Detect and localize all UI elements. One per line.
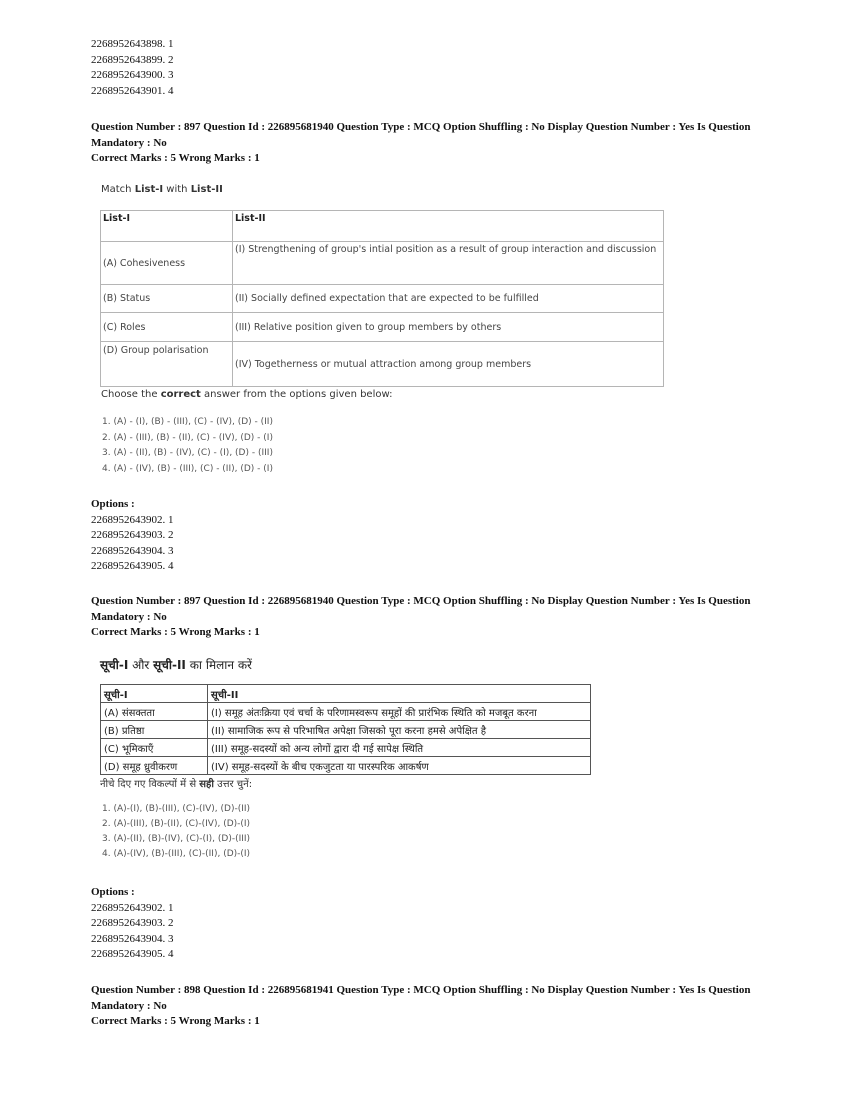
table-row (101, 739, 591, 757)
question-1-instruction (101, 389, 392, 400)
table-cell: (C) भूमिकाएँ (101, 739, 208, 757)
answer-choice: 2. (A) - (III), (B) - (II), (C) - (IV), (D) - (I) (102, 432, 273, 443)
option-line: 2268952643904. 3 (91, 544, 174, 557)
table-cell: (A) संसक्तता (101, 703, 208, 721)
table-cell: (IV) Togetherness or mutual attraction among group members (233, 342, 664, 387)
instruction-text: answer from the options given below: (200, 389, 393, 400)
option-line: 2268952643899. 2 (91, 53, 174, 66)
table-cell: (A) Cohesiveness (101, 242, 233, 285)
table-cell: (III) Relative position given to group members by others (233, 313, 664, 342)
question-marks: Correct Marks : 5 Wrong Marks : 1 (91, 1015, 260, 1027)
answer-choice: 3. (A)-(II), (B)-(IV), (C)-(I), (D)-(III) (102, 834, 251, 844)
question-2-options (91, 885, 174, 963)
question-1-options (91, 497, 174, 575)
table-cell: (I) समूह अंतःक्रिया एवं चर्चा के परिणामस्वरूप समूहों की प्रारंभिक स्थिति को मजबूत करना (208, 703, 591, 721)
answer-choice: 2. (A)-(III), (B)-(II), (C)-(IV), (D)-(I) (102, 819, 251, 829)
table-header-row (101, 685, 591, 703)
table-row (101, 757, 591, 775)
intro-text: का मिलान करें (185, 658, 252, 672)
question-marks: Correct Marks : 5 Wrong Marks : 1 (91, 626, 260, 638)
question-2-instruction (100, 776, 252, 790)
option-line: 2268952643905. 4 (91, 560, 174, 572)
option-line: 2268952643902. 1 (91, 901, 174, 914)
table-row (101, 721, 591, 739)
table-header-cell: सूची-I (101, 685, 208, 703)
table-cell: (I) Strengthening of group's intial position as a result of group interaction and discussion (233, 242, 664, 285)
question-meta: Question Number : 898 Question Id : 226895681941 Question Type : MCQ Option Shuffling : No Display Question Number : Yes Is Question Mandatory : No (91, 984, 751, 1012)
question-2-match-table (100, 684, 591, 775)
intro-list1: सूची-I (100, 658, 129, 672)
table-cell: (D) Group polarisation (101, 342, 233, 387)
answer-choice: 4. (A) - (IV), (B) - (III), (C) - (II), (D) - (I) (102, 463, 273, 474)
question-meta: Question Number : 897 Question Id : 226895681940 Question Type : MCQ Option Shuffling : No Display Question Number : Yes Is Question Mandatory : No (91, 595, 751, 623)
option-line: 2268952643900. 3 (91, 69, 174, 81)
question-marks: Correct Marks : 5 Wrong Marks : 1 (91, 152, 260, 164)
question-1-answer-choices (102, 415, 273, 477)
table-row (101, 242, 664, 285)
table-cell: (B) प्रतिष्ठा (101, 721, 208, 739)
question-2-intro (100, 656, 252, 673)
table-cell: (II) सामाजिक रूप से परिभाषित अपेक्षा जिसको पूरा करना हमसे अपेक्षित है (208, 721, 591, 739)
intro-text: Match (101, 184, 135, 195)
option-line: 2268952643905. 4 (91, 948, 174, 960)
table-row (101, 285, 664, 313)
question-1-match-table (100, 210, 664, 387)
instruction-bold: correct (160, 389, 201, 400)
options-label: Options : (91, 886, 135, 898)
answer-choice: 1. (A) - (I), (B) - (III), (C) - (IV), (D) - (II) (102, 417, 273, 427)
table-header-cell: सूची-II (208, 685, 591, 703)
question-1-intro (101, 184, 223, 195)
option-line: 2268952643898. 1 (91, 38, 174, 50)
instruction-text: Choose the (101, 389, 161, 400)
table-cell: (D) समूह ध्रुवीकरण (101, 757, 208, 775)
option-line: 2268952643902. 1 (91, 513, 174, 526)
question-3-header (91, 983, 751, 1030)
option-line: 2268952643903. 2 (91, 529, 174, 541)
table-header-cell: List-I (101, 211, 233, 242)
instruction-bold: सही (199, 779, 214, 790)
table-header-row (101, 211, 664, 242)
intro-list2: List-II (190, 184, 223, 195)
instruction-text: उत्तर चुनें: (213, 779, 253, 790)
table-cell: (III) समूह-सदस्यों को अन्य लोगों द्वारा दी गई सापेक्ष स्थिति (208, 739, 591, 757)
question-2-answer-choices (102, 802, 250, 862)
option-line: 2268952643903. 2 (91, 917, 174, 929)
table-row (101, 703, 591, 721)
option-line: 2268952643901. 4 (91, 84, 174, 97)
question-1-header (91, 120, 751, 167)
intro-list2: सूची-II (153, 658, 186, 672)
intro-text: और (128, 658, 154, 672)
table-row (101, 313, 664, 342)
option-line: 2268952643904. 3 (91, 932, 174, 945)
options-label: Options : (91, 498, 135, 510)
table-row (101, 342, 664, 387)
table-cell: (C) Roles (101, 313, 233, 342)
intro-text: with (163, 184, 191, 195)
table-cell: (IV) समूह-सदस्यों के बीच एकजुटता या पारस्परिक आकर्षण (208, 757, 591, 775)
instruction-text: नीचे दिए गए विकल्पों में से (100, 779, 200, 790)
answer-choice: 4. (A)-(IV), (B)-(III), (C)-(II), (D)-(I) (102, 849, 251, 859)
intro-list1: List-I (134, 184, 164, 195)
top-options-list (91, 37, 174, 99)
table-cell: (II) Socially defined expectation that are expected to be fulfilled (233, 285, 664, 313)
question-meta: Question Number : 897 Question Id : 226895681940 Question Type : MCQ Option Shuffling : No Display Question Number : Yes Is Question Mandatory : No (91, 121, 751, 149)
answer-choice: 1. (A)-(I), (B)-(III), (C)-(IV), (D)-(II) (102, 804, 251, 814)
question-2-header (91, 594, 751, 641)
table-cell: (B) Status (101, 285, 233, 313)
answer-choice: 3. (A) - (II), (B) - (IV), (C) - (I), (D) - (III) (102, 448, 273, 458)
table-header-cell: List-II (233, 211, 664, 242)
